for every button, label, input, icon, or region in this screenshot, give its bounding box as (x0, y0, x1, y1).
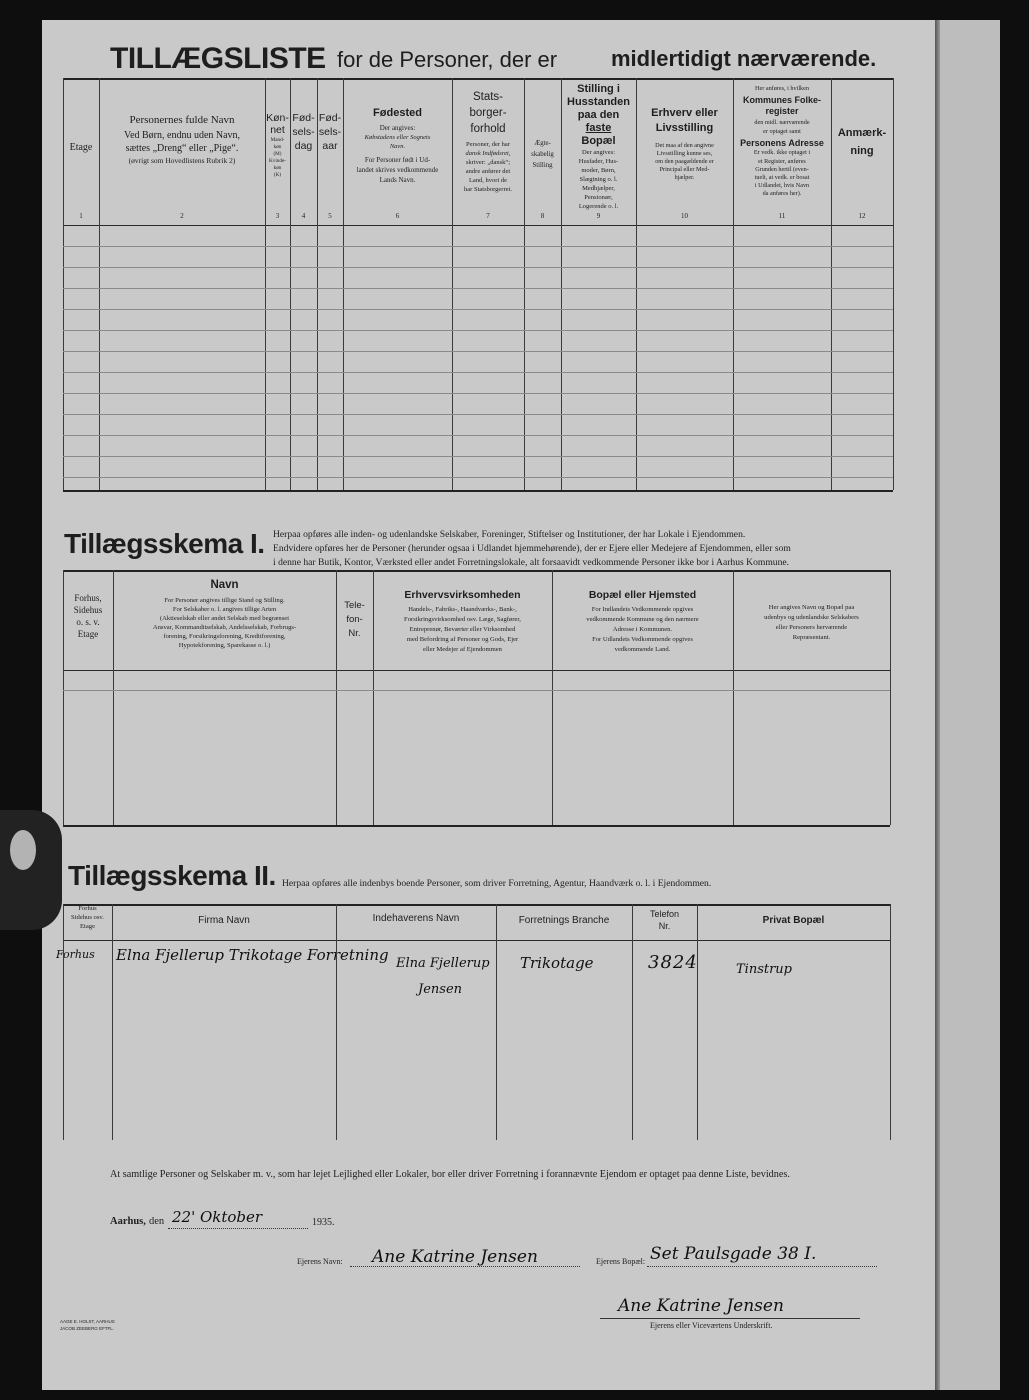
column-number: 10 (681, 212, 688, 220)
skema2-intro: Herpaa opføres alle indenbys boende Personer, som driver Forretning, Agentur, Haandværk o. l. i Ejendommen. (282, 878, 712, 889)
column-number: 7 (486, 212, 490, 220)
skema1-hdr-etage-line-4: Etage (77, 629, 99, 639)
table1-row-line (63, 309, 893, 310)
hdr-stilling-line-11: Pensionær, (584, 194, 613, 201)
skema1-hdr-etage-line-2: Sidehus (73, 605, 103, 615)
hdr-aegteskabelig-line-3: Stilling (532, 162, 553, 169)
skema2-col-divider-6 (890, 904, 891, 1140)
hdr-erhverv-line-3: Det maa af den angivne (655, 142, 714, 149)
hdr-foedested-line-5: For Personer født i Ud- (364, 156, 431, 164)
hdr-navn-line-3: sættes „Dreng“ eller „Pige“. (125, 143, 239, 154)
column-number: 6 (395, 212, 400, 220)
hdr-stilling-line-2: Husstanden (567, 96, 630, 108)
hdr-stilling-line-1: Stilling i (577, 83, 620, 95)
hdr-stilling-line-3: paa den (577, 109, 620, 121)
hdr-koen-line-1: Køn- (266, 112, 289, 124)
hdr-folkeregister-line-4: den midl. nærværende (754, 119, 810, 126)
hdr-foedested-line-7: Lands Navn. (379, 176, 416, 184)
signature-handwritten: Ane Katrine Jensen (618, 1296, 784, 1316)
hdr-folkeregister-line-1: Her anføres, i hvilken (755, 85, 809, 92)
hdr-stilling-line-8: moder, Børn, (581, 167, 616, 174)
hdr-navn-line-1: Personernes fulde Navn (129, 114, 235, 126)
skema1-hdr-etage-line-3: o. s. v. (76, 617, 100, 627)
entry-firma: Elna Fjellerup Trikotage Forretning (116, 946, 389, 964)
skema2-col-divider-2 (336, 904, 337, 1140)
hdr-statsborger-line-6: skriver: „dansk“; (465, 159, 511, 166)
hdr-anmaerkning-line-2: ning (850, 145, 874, 157)
hdr-erhverv-line-1: Erhverv eller (651, 107, 718, 119)
form-title-part: for de Personer, der er (337, 47, 558, 72)
hdr-koen-line-6: Kvinde- (269, 158, 286, 164)
skema2-col-divider-0 (63, 904, 64, 1140)
entry-telefon: 3824 (648, 952, 698, 973)
table1-col-divider-3 (290, 78, 291, 490)
skema2-top-border (63, 904, 890, 906)
hdr-koen-line-8: (K) (273, 172, 282, 178)
table1-row-line (63, 267, 893, 268)
skema1-header-border (63, 670, 890, 671)
table1-row-line (63, 351, 893, 352)
hdr-folkeregister-line-3: register (765, 106, 799, 116)
table1-row-line (63, 435, 893, 436)
skema1-hdr-erhverv-line-5: med Befordring af Personer og Gods, Ejer (406, 636, 519, 643)
hdr-koen-line-3: Mand- (270, 137, 285, 143)
hdr-foedselsdag-line-2: sels- (292, 126, 315, 138)
skema2-hdr-etage-line-1: Forhus (78, 905, 97, 912)
column-number: 9 (596, 212, 601, 220)
hdr-foedested-line-3: Købstadens eller Sognets (364, 134, 431, 141)
skema2-hdr-indehaver-line-1: Indehaverens Navn (372, 913, 460, 924)
hdr-folkeregister-line-8: et Register, anføres (758, 158, 806, 165)
hdr-erhverv-line-2: Livsstilling (655, 122, 714, 134)
skema1-hdr-bopael-line-5: For Udlandets Vedkommende opgives (592, 636, 693, 643)
next-page-edge (940, 20, 1000, 1390)
binding-tab (0, 810, 62, 930)
skema1-hdr-erhverv-line-2: Handels-, Fabriks-, Haandværks-, Bank-, (408, 606, 517, 613)
skema1-row-line (63, 690, 890, 691)
skema1-hdr-repraesentant-line-1: Her angives Navn og Bopæl paa (768, 604, 855, 611)
hdr-stilling-line-4: faste (585, 122, 612, 134)
signature-line (600, 1318, 860, 1319)
table1-row-line (63, 414, 893, 415)
hdr-folkeregister-line-10: tuelt, at vedk. er bosat (754, 174, 810, 181)
hdr-folkeregister-line-12: da anføres her). (762, 190, 802, 197)
table1-col-divider-7 (524, 78, 525, 490)
hdr-erhverv-line-5: om den paagældende er (655, 158, 714, 165)
form-title: TILLÆGSLISTE (110, 42, 326, 75)
skema1-hdr-repraesentant-line-2: udenbys og udenlandske Selskabers (764, 614, 859, 621)
skema2-hdr-branche-line-1: Forretnings Branche (518, 915, 610, 926)
hdr-folkeregister-line-11: i Udlandet, hvis Navn (754, 182, 810, 189)
hdr-foedselsaar-line-3: aar (322, 140, 338, 152)
printer-line2: JACOB ZEEBERG EFTFL. (60, 1326, 115, 1331)
hdr-statsborger-line-1: Stats- (472, 91, 504, 103)
hdr-folkeregister-line-2: Kommunes Folke- (742, 95, 821, 105)
table1-row-line (63, 477, 893, 478)
skema1-title: Tillægsskema I. (64, 528, 265, 559)
declaration-text: At samtlige Personer og Selskaber m. v., som har lejet Lejlighed eller Lokaler, bor eller driver Forretning i forannævnte Ejendom er optaget paa denne Liste, bevidnes. (110, 1169, 790, 1180)
owner-address-label: Ejerens Bopæl: (596, 1257, 646, 1266)
column-number: 12 (858, 212, 866, 220)
owner-address-line (647, 1266, 877, 1267)
table1-header-border (63, 225, 893, 226)
skema1-hdr-navn-line-5: Ansvar, Kommanditselskab, Andelsselskab, Forbrugs- (152, 624, 297, 631)
table1-col-divider-0 (63, 78, 64, 490)
skema1-intro-line2: Endvidere opføres her de Personer (herunder ogsaa i Udlandet hjemmehørende), der er Ejere eller Medejere af Ejendommen, eller som (273, 543, 791, 554)
skema1-col-divider-6 (890, 570, 891, 825)
table1-row-line (63, 246, 893, 247)
binding-tab-glare (10, 830, 36, 870)
column-number: 3 (275, 212, 280, 220)
hdr-aegteskabelig-line-1: Ægte- (534, 140, 551, 147)
table1-row-line (63, 288, 893, 289)
entry-etage: Forhus (56, 948, 95, 961)
hdr-erhverv-line-6: Principal eller Med- (659, 166, 710, 173)
skema1-hdr-erhverv-line-4: Entreprenør, Beværter eller Virksomhed (409, 626, 516, 633)
skema1-hdr-erhverv-line-3: Forsikringsvirksomhed osv. Læge, Sagfører, (404, 616, 521, 623)
hdr-statsborger-line-3: forhold (470, 123, 506, 135)
hdr-statsborger-line-7: andre anfører det (465, 168, 511, 175)
form-title-emphasis: midlertidigt nærværende. (611, 46, 877, 71)
skema2-col-divider-4 (632, 904, 633, 1140)
column-number: 8 (540, 212, 545, 220)
skema2-hdr-telefon-line-2: Nr. (658, 921, 671, 931)
skema1-intro-line3: i denne har Butik, Kontor, Værksted eller andet Forretningslokale, alt forsaavidt vedkommende Personer ikke bor i Aarhus Kommune. (273, 557, 790, 568)
hdr-navn-line-4: (øvrigt som Hovedlistens Rubrik 2) (128, 156, 236, 165)
hdr-foedselsdag-line-3: dag (294, 140, 313, 152)
hdr-erhverv-line-7: hjælper. (674, 174, 695, 181)
skema1-hdr-bopael-line-3: vedkommende Kommune og den nærmere (586, 616, 699, 623)
column-number: 5 (328, 212, 332, 220)
skema1-hdr-etage-line-1: Forhus, (74, 593, 102, 603)
skema2-col-divider-3 (496, 904, 497, 1140)
hdr-statsborger-line-2: borger- (469, 107, 507, 119)
column-number: 4 (301, 212, 306, 220)
hdr-statsborger-line-9: har Statsborgerret. (464, 186, 512, 193)
skema1-hdr-repraesentant-line-3: eller Personers herværende (775, 624, 848, 631)
table1-col-divider-11 (831, 78, 832, 490)
hdr-folkeregister-line-9: Grunden hertil (even- (755, 166, 809, 173)
hdr-foedested-line-2: Der angives: (379, 124, 416, 132)
hdr-anmaerkning-line-1: Anmærk- (837, 127, 887, 139)
hdr-navn-line-2: Ved Børn, endnu uden Navn, (123, 130, 241, 141)
hdr-statsborger-line-4: Personer, der har (466, 141, 510, 148)
hdr-stilling-line-5: Bopæl (581, 135, 616, 147)
signature-caption: Ejerens eller Viceværtens Underskrift. (650, 1321, 773, 1330)
skema1-hdr-erhverv-line-1: Erhvervsvirksomheden (404, 589, 521, 601)
skema2-hdr-etage-line-2: Sidehus osv. (71, 914, 104, 921)
skema2-hdr-etage-line-3: Etage (79, 923, 95, 930)
hdr-foedested-line-6: landet skrives vedkommende (356, 166, 439, 174)
hdr-foedselsdag-line-1: Fød- (292, 112, 315, 124)
column-number: 11 (778, 212, 786, 220)
skema1-hdr-navn-line-1: Navn (210, 579, 239, 591)
hdr-folkeregister-line-6: Personens Adresse (740, 138, 824, 148)
skema1-hdr-navn-line-3: For Selskaber o. l. angives tillige Arten (172, 606, 277, 613)
skema2-title: Tillægsskema II. (68, 860, 276, 891)
entry-indehaver-line1: Elna Fjellerup (396, 956, 490, 971)
hdr-foedested-line-4: Navn. (389, 143, 406, 150)
table1-col-divider-9 (636, 78, 637, 490)
table1-col-divider-12 (893, 78, 894, 490)
den-label: den (149, 1216, 165, 1227)
skema1-hdr-navn-line-6: forening, Forsikringsforening, Kreditforening, (163, 633, 286, 640)
skema1-hdr-erhverv-line-6: eller Medejer af Ejendommen (423, 646, 502, 653)
skema1-hdr-bopael-line-6: vedkommende Land. (614, 646, 671, 653)
hdr-koen-line-5: (M) (273, 151, 282, 157)
table1-row-line (63, 372, 893, 373)
skema2-hdr-bopael-line-1: Privat Bopæl (762, 915, 825, 926)
skema1-intro-line1: Herpaa opføres alle inden- og udenlandske Selskaber, Foreninger, Stiftelser og Institutioner, der har Lokale i Ejendommen. (273, 529, 746, 540)
hdr-foedselsaar-line-1: Fød- (318, 112, 342, 124)
skema2-header-border (63, 940, 890, 941)
hdr-statsborger-line-5: dansk Indfødsret, (465, 150, 511, 157)
skema2-col-divider-5 (697, 904, 698, 1140)
column-number: 2 (180, 212, 184, 220)
entry-indehaver-line2: Jensen (418, 982, 463, 997)
hdr-stilling-line-7: Husfader, Hus- (578, 158, 619, 165)
skema1-hdr-bopael-line-1: Bopæl eller Hjemsted (588, 589, 697, 601)
hdr-stilling-line-10: Medhjælper, (582, 185, 615, 192)
skema2-hdr-firma-line-1: Firma Navn (198, 915, 250, 926)
city-label: Aarhus, (110, 1216, 146, 1227)
hdr-folkeregister-line-7: Er vedk. ikke optaget i (753, 149, 811, 156)
hdr-stilling-line-12: Logerende o. l. (578, 203, 619, 210)
skema1-hdr-repraesentant-line-4: Repræsentant. (792, 634, 831, 641)
skema1-top-border (63, 570, 890, 572)
skema1-hdr-bopael-line-4: Adresse i Kommunen. (612, 626, 673, 633)
entry-bopael: Tinstrup (736, 962, 793, 977)
entry-branche: Trikotage (520, 954, 594, 972)
date-line (168, 1228, 308, 1229)
skema1-hdr-navn-line-2: For Personer angives tillige Stand og Stilling. (164, 597, 285, 604)
skema1-hdr-bopael-line-2: For Indlandets Vedkommende opgives (591, 606, 694, 613)
hdr-statsborger-line-8: Land, hvori de (468, 177, 508, 184)
skema2-col-divider-1 (112, 904, 113, 1140)
hdr-folkeregister-line-5: er optaget samt (763, 128, 801, 135)
table1-row-line (63, 456, 893, 457)
hdr-koen-line-7: køn (273, 165, 282, 171)
hdr-erhverv-line-4: Livsstilling kunne ses, (656, 150, 713, 157)
date-handwritten: 22' Oktober (172, 1208, 263, 1226)
skema1-hdr-telefon-line-1: Tele- (344, 600, 365, 611)
skema1-hdr-telefon-line-2: fon- (346, 614, 363, 625)
skema1-bottom-border (63, 825, 890, 827)
year-label: 1935. (312, 1217, 335, 1228)
hdr-foedselsaar-line-2: sels- (318, 126, 342, 138)
owner-name-label: Ejerens Navn: (297, 1257, 343, 1266)
hdr-stilling-line-6: Der angives: (581, 149, 616, 156)
hdr-aegteskabelig-line-2: skabelig (531, 151, 554, 158)
owner-address-handwritten: Set Paulsgade 38 I. (650, 1244, 817, 1264)
hdr-foedested-line-1: Fødested (373, 107, 422, 119)
owner-name-handwritten: Ane Katrine Jensen (372, 1247, 538, 1267)
printer-line1: AAGE E. HOLST, AARHUS (60, 1319, 115, 1324)
column-number: 1 (79, 212, 83, 220)
table1-row-line (63, 330, 893, 331)
hdr-koen-line-2: net (270, 124, 285, 136)
hdr-stilling-line-9: Slægtning o. l. (579, 176, 618, 183)
table1-col-divider-4 (317, 78, 318, 490)
hdr-koen-line-4: køn (273, 144, 282, 150)
table1-row-line (63, 393, 893, 394)
skema1-hdr-telefon-line-3: Nr. (348, 628, 361, 639)
table1-top-border (63, 78, 893, 80)
table1-bottom-border (63, 490, 893, 492)
table1-col-divider-6 (452, 78, 453, 490)
skema2-hdr-telefon-line-1: Telefon (649, 909, 680, 919)
hdr-etage-line-1: Etage (69, 142, 93, 153)
skema1-hdr-navn-line-7: Hypotekforening, Sparekasse o. l.) (178, 642, 271, 649)
skema1-hdr-navn-line-4: (Aktieselskab eller andet Selskab med begrænset (159, 615, 290, 622)
